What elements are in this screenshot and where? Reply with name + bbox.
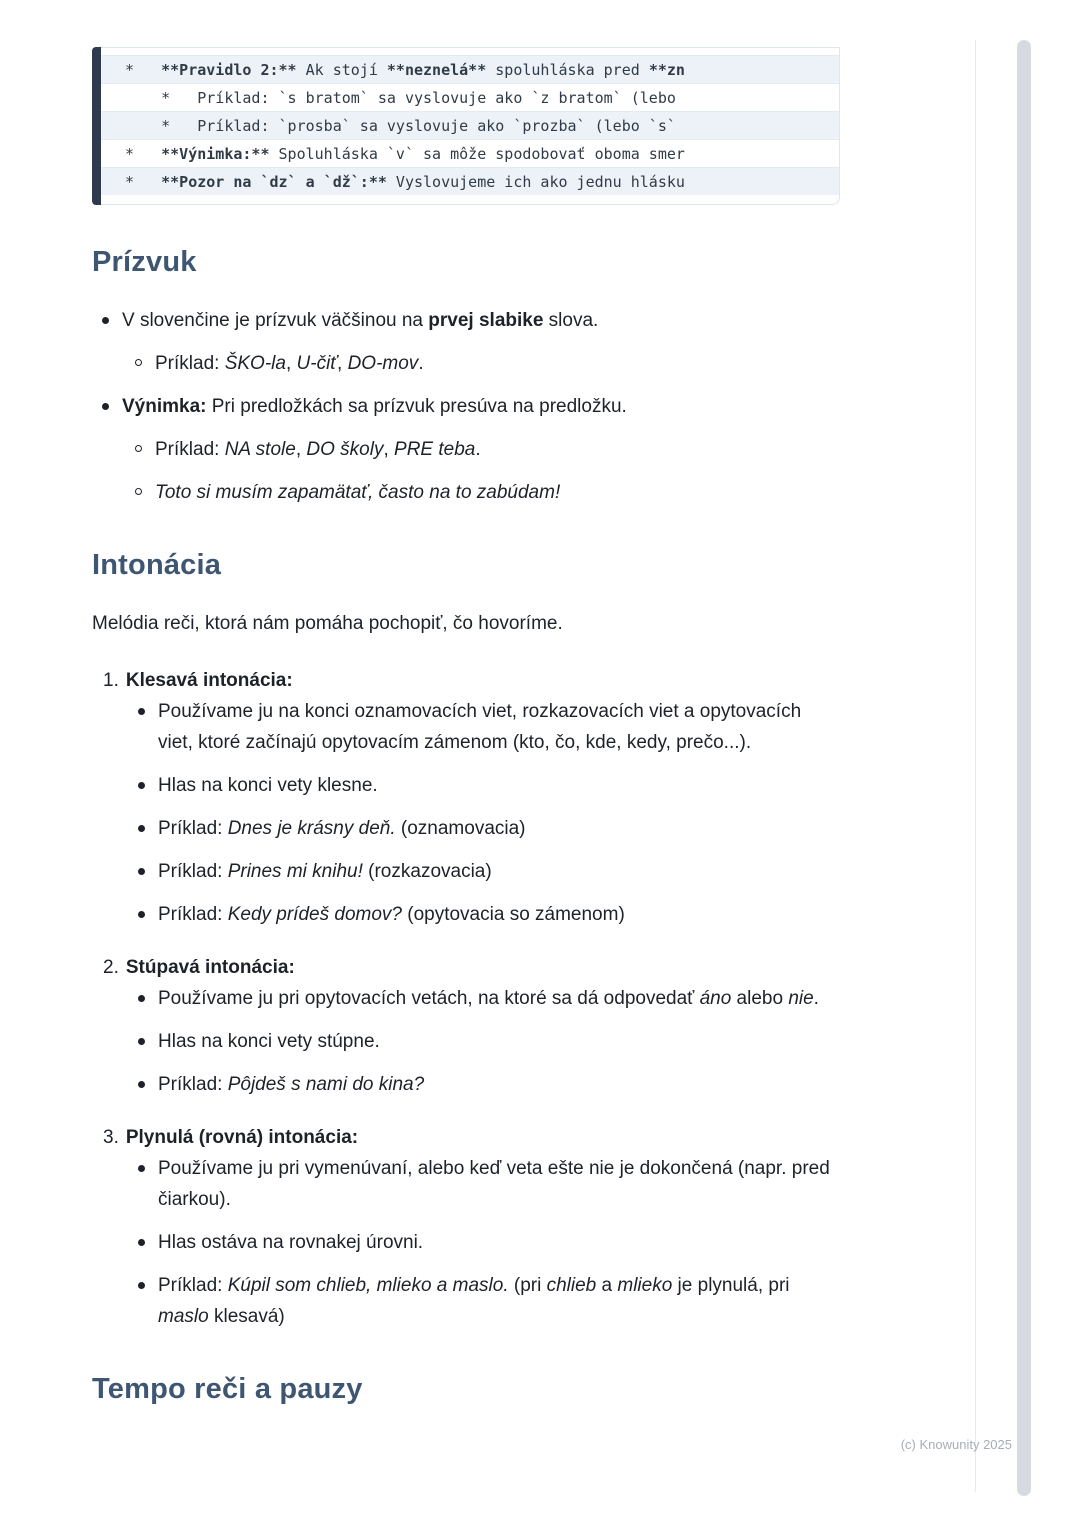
bullet-icon — [138, 708, 145, 715]
circle-bullet-icon — [135, 359, 142, 366]
list-item-text: Hlas ostáva na rovnakej úrovni. — [158, 1232, 424, 1253]
page-edge-divider — [975, 40, 976, 1492]
list-item — [138, 1069, 840, 1100]
list-item-text: Príklad: Kedy prídeš domov? (opytovacia so zámenom) — [158, 904, 625, 925]
bullet-icon — [138, 995, 145, 1002]
ordered-list-item — [92, 952, 840, 1100]
list-item — [138, 1270, 840, 1332]
list-item-text: Príklad: Prines mi knihu! (rozkazovacia) — [158, 861, 492, 882]
section-heading-intonacia: Intonácia — [92, 549, 222, 581]
list-item — [102, 305, 840, 336]
ordered-item-number: 1. — [103, 670, 119, 691]
code-line: * **Výnimka:** Spoluhláska `v` sa môže spodobovať oboma smer — [101, 139, 839, 167]
list-item-text: Príklad: NA stole, DO školy, PRE teba. — [155, 439, 481, 460]
list-item-text: Používame ju pri vymenúvaní, alebo keď veta ešte nie je dokončená (napr. pred čiarkou). — [158, 1158, 830, 1210]
code-line: * **Pravidlo 2:** Ak stojí **neznelá** spoluhláska pred **zn — [101, 55, 839, 83]
list-item-text: Používame ju pri opytovacích vetách, na ktoré sa dá odpovedať áno alebo nie. — [158, 988, 819, 1009]
list-item — [138, 899, 840, 930]
bullet-icon — [138, 1081, 145, 1088]
bullet-icon — [138, 1282, 145, 1289]
list-item — [138, 1227, 840, 1258]
code-block-accent-bar — [92, 47, 101, 205]
list-item-text: Príklad: ŠKO-la, U-čiť, DO-mov. — [155, 353, 424, 374]
bullet-icon — [138, 911, 145, 918]
ordered-list-item — [92, 1122, 840, 1332]
list-item — [138, 1153, 840, 1215]
list-item-text: Príklad: Pôjdeš s nami do kina? — [158, 1074, 425, 1095]
scrollbar[interactable] — [1017, 40, 1031, 1496]
list-item-text: Hlas na konci vety klesne. — [158, 775, 378, 796]
code-line: * Príklad: `prosba` sa vyslovuje ako `prozba` (lebo `s` — [101, 111, 839, 139]
bullet-icon — [138, 782, 145, 789]
bullet-icon — [102, 403, 109, 410]
list-item-text: V slovenčine je prízvuk väčšinou na prvej slabike slova. — [122, 310, 599, 331]
code-line: * Príklad: `s bratom` sa vyslovuje ako `z bratom` (lebo — [101, 83, 839, 111]
list-item — [138, 696, 840, 758]
code-line: * **Pozor na `dz` a `dž`:** Vyslovujeme ich ako jednu hlásku — [101, 167, 839, 195]
list-item — [138, 770, 840, 801]
list-item — [135, 434, 840, 465]
list-item-text: Toto si musím zapamätať, často na to zabúdam! — [155, 482, 561, 503]
bullet-icon — [138, 1239, 145, 1246]
watermark: (c) Knowunity 2025 — [900, 1437, 1012, 1452]
list-item — [138, 1026, 840, 1057]
ordered-item-number: 3. — [103, 1127, 119, 1148]
list-item — [135, 348, 840, 379]
ordered-item-title: Stúpavá intonácia: — [125, 957, 295, 978]
section-intro-text: Melódia reči, ktorá nám pomáha pochopiť, čo hovoríme. — [92, 613, 563, 634]
ordered-item-heading — [103, 1122, 840, 1153]
code-row-partial — [101, 48, 839, 55]
list-item — [138, 813, 840, 844]
circle-bullet-icon — [135, 488, 142, 495]
circle-bullet-icon — [135, 445, 142, 452]
note-content — [92, 0, 840, 1432]
list-item-text: Príklad: Dnes je krásny deň. (oznamovacia) — [158, 818, 526, 839]
bullet-icon — [138, 1165, 145, 1172]
ordered-item-title: Plynulá (rovná) intonácia: — [125, 1127, 359, 1148]
ordered-list-item — [92, 665, 840, 930]
ordered-item-title: Klesavá intonácia: — [125, 670, 293, 691]
code-block-rows — [101, 47, 840, 205]
list-item — [138, 856, 840, 887]
ordered-item-heading — [103, 665, 840, 696]
ordered-item-heading — [103, 952, 840, 983]
list-item-text: Používame ju na konci oznamovacích viet, rozkazovacích viet a opytovacích viet, ktoré začínajú opytovacím zámenom (kto, čo, kde, kedy, prečo...). — [158, 701, 802, 753]
bullet-icon — [102, 317, 109, 324]
list-item — [102, 391, 840, 422]
section-heading-tempo: Tempo reči a pauzy — [92, 1373, 363, 1405]
bullet-icon — [138, 825, 145, 832]
list-item — [135, 477, 840, 508]
bullet-icon — [138, 868, 145, 875]
list-item-text: Výnimka: Pri predložkách sa prízvuk presúva na predložku. — [122, 396, 627, 417]
list-item-text: Príklad: Kúpil som chlieb, mlieko a maslo. (pri chlieb a mlieko je plynulá, pri maslo klesavá) — [158, 1275, 790, 1327]
bullet-icon — [138, 1038, 145, 1045]
list-item-text: Hlas na konci vety stúpne. — [158, 1031, 380, 1052]
list-item — [138, 983, 840, 1014]
code-block — [92, 47, 840, 205]
ordered-item-number: 2. — [103, 957, 119, 978]
section-heading-prizvuk: Prízvuk — [92, 246, 197, 278]
